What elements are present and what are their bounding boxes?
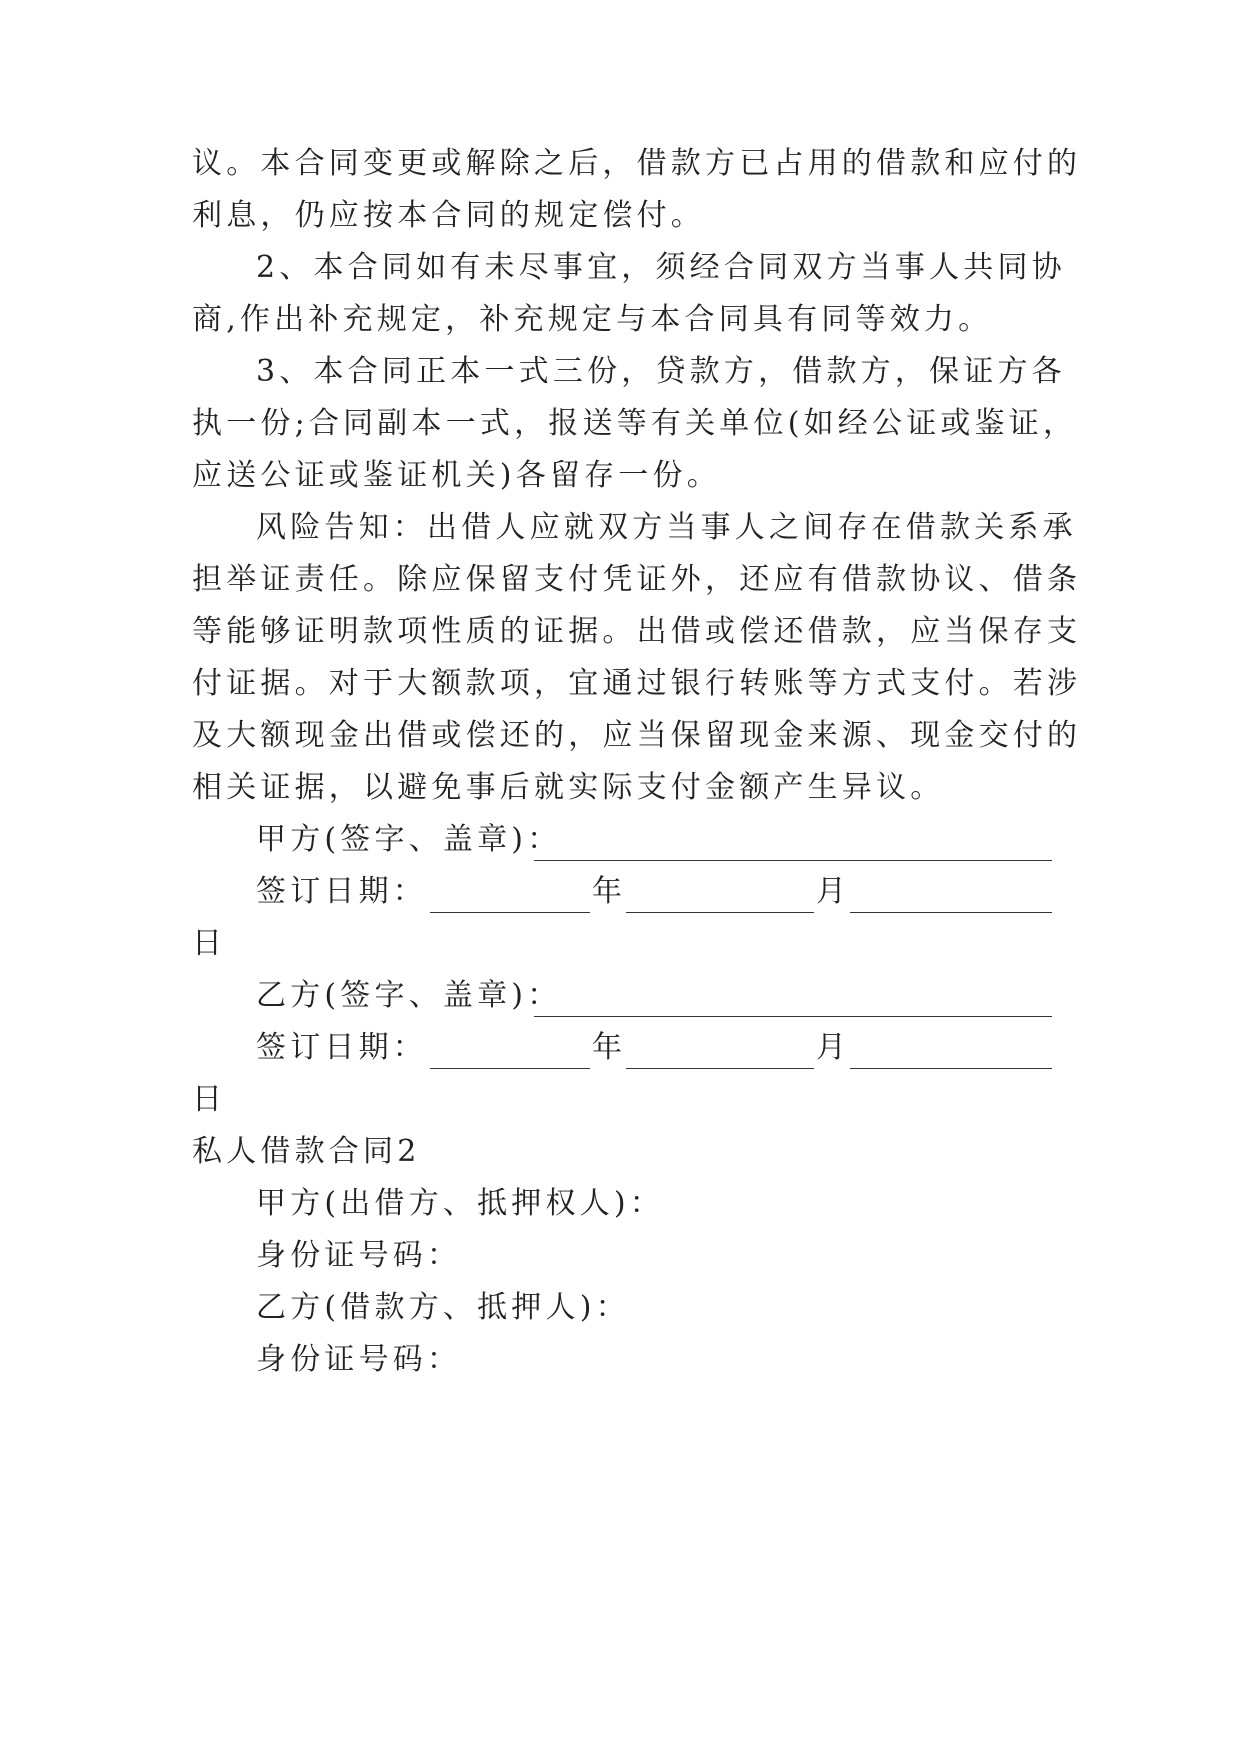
party-b-day-label: 日 <box>192 1082 227 1117</box>
paragraph-line: 3、本合同正本一式三份，贷款方，借款方，保证方各 <box>256 354 1066 389</box>
contract2-id-b: 身份证号码： <box>256 1342 462 1377</box>
party-a-year-blank[interactable] <box>430 912 590 913</box>
party-b-signature-row <box>256 976 1052 1016</box>
paragraph-line: 2、本合同如有未尽事宜，须经合同双方当事人共同协 <box>256 250 1066 285</box>
paragraph-line: 担举证责任。除应保留支付凭证外，还应有借款协议、借条 <box>192 562 1082 597</box>
paragraph-line: 议。本合同变更或解除之后，借款方已占用的借款和应付的 <box>192 146 1082 181</box>
paragraph-line: 相关证据，以避免事后就实际支付金额产生异议。 <box>192 770 945 805</box>
party-b-month-label: 月 <box>816 1030 851 1065</box>
party-b-signature-blank[interactable] <box>534 1016 1052 1017</box>
party-b-year-blank[interactable] <box>430 1068 590 1069</box>
party-b-year-label: 年 <box>592 1030 627 1065</box>
party-b-day-blank[interactable] <box>850 1068 1052 1069</box>
party-a-signature-blank[interactable] <box>534 860 1052 861</box>
paragraph-line: 应送公证或鉴证机关)各留存一份。 <box>192 458 721 493</box>
paragraph-line: 商,作出补充规定，补充规定与本合同具有同等效力。 <box>192 302 993 337</box>
party-b-signature-label: 乙方(签字、盖章)： <box>256 978 562 1013</box>
contract2-id-a: 身份证号码： <box>256 1238 462 1273</box>
party-a-day-blank[interactable] <box>850 912 1052 913</box>
party-a-month-label: 月 <box>816 874 851 909</box>
paragraph-line: 等能够证明款项性质的证据。出借或偿还借款，应当保存支 <box>192 614 1082 649</box>
paragraph-line: 风险告知：出借人应就双方当事人之间存在借款关系承 <box>256 510 1077 545</box>
paragraph-line: 付证据。对于大额款项，宜通过银行转账等方式支付。若涉 <box>192 666 1082 701</box>
party-a-signature-row <box>256 820 1052 860</box>
paragraph-line: 及大额现金出借或偿还的，应当保留现金来源、现金交付的 <box>192 718 1082 753</box>
party-a-date-row <box>256 872 1052 912</box>
contract2-title: 私人借款合同2 <box>192 1134 421 1169</box>
party-a-day-label: 日 <box>192 926 227 961</box>
party-a-month-blank[interactable] <box>626 912 814 913</box>
party-b-date-row <box>256 1028 1052 1068</box>
party-a-date-label: 签订日期： <box>256 874 427 909</box>
party-a-year-label: 年 <box>592 874 627 909</box>
contract2-party-b: 乙方(借款方、抵押人)： <box>256 1290 630 1325</box>
party-a-signature-label: 甲方(签字、盖章)： <box>256 822 562 857</box>
party-b-month-blank[interactable] <box>626 1068 814 1069</box>
paragraph-line: 利息，仍应按本合同的规定偿付。 <box>192 198 705 233</box>
party-b-date-label: 签订日期： <box>256 1030 427 1065</box>
paragraph-line: 执一份;合同副本一式，报送等有关单位(如经公证或鉴证， <box>192 406 1078 441</box>
contract2-party-a: 甲方(出借方、抵押权人)： <box>256 1186 665 1221</box>
